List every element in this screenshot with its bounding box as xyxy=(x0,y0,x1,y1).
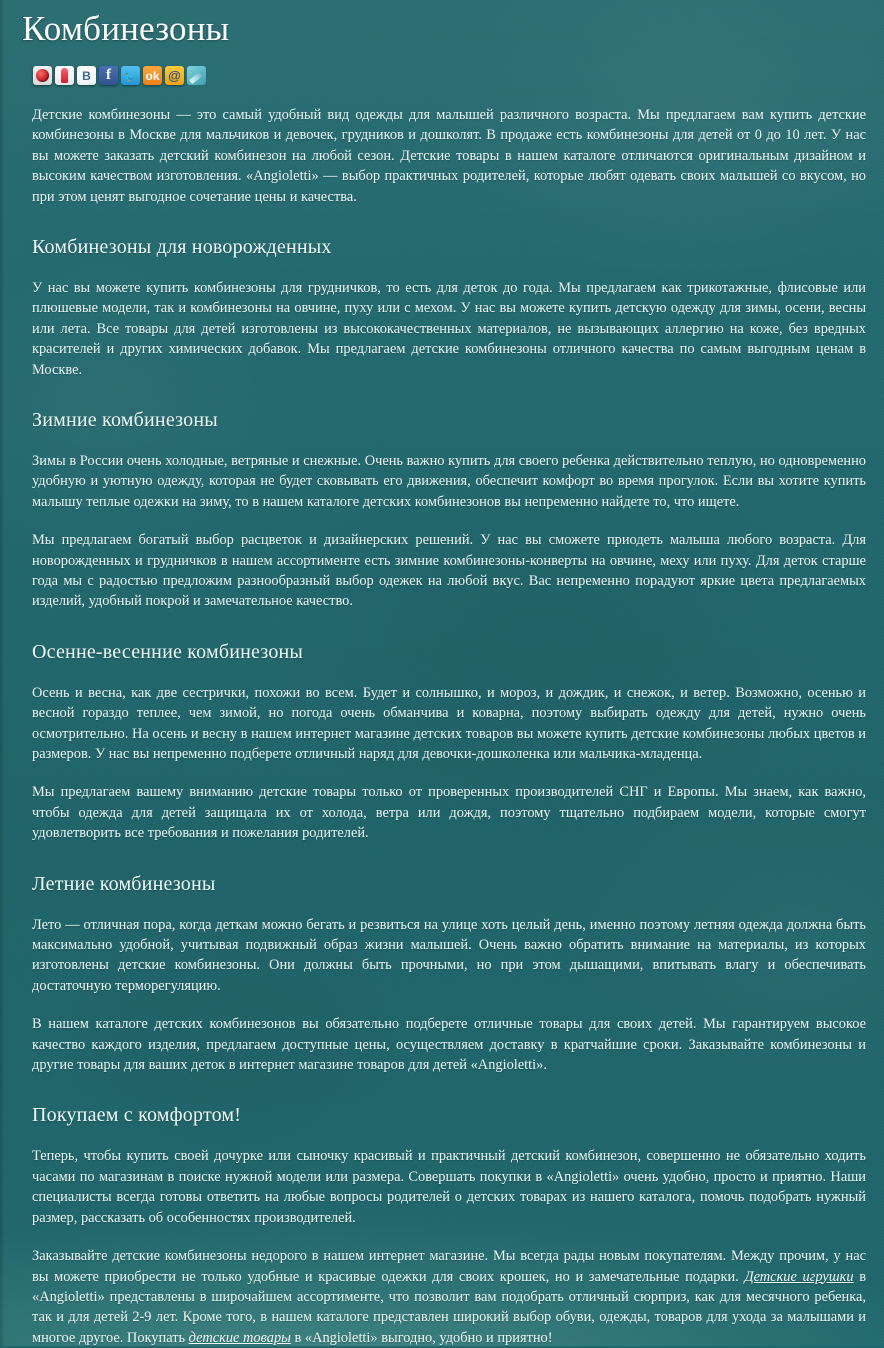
odnoklassniki-icon[interactable]: ok xyxy=(143,66,162,85)
twitter-icon[interactable]: 🐦 xyxy=(121,66,140,85)
section-summer-paragraph-2: В нашем каталоге детских комбинезонов вы обязательно подберете отличные товары для своих детей. Мы гарантируем высокое качество каждого изделия, предлагаем доступные цены, осуществляем доставку в кратчайшие сроки. Заказывайте комбинезоны и другие товары для ваших деток в интернет магазине товаров для детей «Angioletti». xyxy=(32,1016,866,1074)
mail-ru-icon[interactable]: @ xyxy=(165,66,184,85)
section-heading-winter: Зимние комбинезоны xyxy=(32,408,218,431)
section-comfort-paragraph-1: Теперь, чтобы купить своей дочурке или сыночку красивый и практичный детский комбинезон, совершенно не обязательно ходить часами по магазинам в поиске нужной модели или размера. Совершать покупки в «Angioletti» очень удобно, просто и приятно. Наши специалисты всегда готовы ответить на любые вопросы родителей о детских товарах из нашего каталога, помочь подобрать нужный размер, рассказать об особенностях производителей. xyxy=(32,1148,866,1226)
edit-pencil-icon[interactable] xyxy=(187,66,206,85)
closing-text-part-2: в «Angioletti» представлены в широчайшем ассортименте, что позволит вам подобрать отличный сюрприз, как для месячного ребенка, так и для детей 2-9 лет. Кроме того, в нашем каталоге представлен широкий выбор обуви, одежды, товаров для ухода за малышами и многое другое. Покупать xyxy=(32,1268,866,1346)
section-autumn-spring-paragraph-2: Мы предлагаем вашему вниманию детские товары только от проверенных производителей СНГ и Европы. Мы знаем, как важно, чтобы одежда для детей защищала их от холода, ветра или дождя, поэтому тщательно подбираем модели, которые смогут удовлетворить все требования и пожелания родителей. xyxy=(32,784,866,842)
section-winter-paragraph-1: Зимы в России очень холодные, ветряные и снежные. Очень важно купить для своего ребенка действительно теплую, но одновременно удобную и уютную одежду, которая не будет сковывать его движения, обеспечит комфорт во время прогулок. Если вы хотите купить малышу теплые одежки на зиму, то в нашем каталоге детских комбинезонов вы непременно найдете то, что ищете. xyxy=(32,452,866,510)
section-heading-newborn: Комбинезоны для новорожденных xyxy=(32,235,332,258)
closing-paragraph xyxy=(22,1246,866,1348)
article-content xyxy=(22,105,866,1348)
moi-mir-icon[interactable] xyxy=(55,66,74,85)
section-newborn-paragraph-1: У нас вы можете купить комбинезоны для грудничков, то есть для деток до года. Мы предлагаем как трикотажные, флисовые или плюшевые модели, так и комбинезоны на овчине, пуху или с мехом. У нас вы можете купить детскую одежду для зимы, осени, весны или лета. Все товары для детей изготовлены из высококачественных материалов, не вызывающих аллергию на коже, без вредных красителей и других химических добавок. Мы предлагаем детские комбинезоны отличного качества по самым выгодным ценам в Москве. xyxy=(32,279,866,378)
link-detskie-igrushki[interactable]: Детские игрушки xyxy=(744,1268,854,1285)
link-detskie-tovary[interactable]: детские товары xyxy=(188,1329,291,1346)
vkontakte-icon[interactable]: B xyxy=(77,66,96,85)
section-heading-comfort: Покупаем с комфортом! xyxy=(32,1104,242,1127)
section-winter-paragraph-2: Мы предлагаем богатый выбор расцветок и дизайнерских решений. У нас вы сможете приодеть малыша любого возраста. Для новорожденных и грудничков в нашем ассортименте есть зимние комбинезоны-конверты на овчине, меху или пуху. Для деток старше года мы с радостью предложим разнообразный выбор одежек на любой вкус. Вас непременно порадуют яркие цвета предлагаемых изделий, удобный покрой и замечательное качество. xyxy=(32,532,866,610)
section-heading-summer: Летние комбинезоны xyxy=(32,872,216,895)
livejournal-icon[interactable] xyxy=(33,66,52,85)
section-heading-autumn-spring: Осенне-весенние комбинезоны xyxy=(32,640,304,663)
closing-text-part-1: Заказывайте детские комбинезоны недорого в нашем интернет магазине. Мы всегда рады новым покупателям. Между прочим, у нас вы можете приобрести не только удобные и красивые одежки для своих крошек, но и замечательные подарки. xyxy=(32,1248,866,1285)
closing-text-part-3: в «Angioletti» выгодно, удобно и приятно! xyxy=(290,1329,553,1346)
facebook-icon[interactable]: f xyxy=(99,66,118,85)
social-share-bar xyxy=(33,65,866,87)
section-summer-paragraph-1: Лето — отличная пора, когда деткам можно бегать и резвиться на улице хоть целый день, именно поэтому летняя одежда должна быть максимально удобной, учитывая подвижный образ жизни малышей. Очень важно обратить внимание на материалы, из которых изготовлены детские комбинезоны. Они должны быть прочными, но при этом дышащими, впитывать влагу и обеспечивать достаточную терморегуляцию. xyxy=(32,916,866,994)
page-title: Комбинезоны xyxy=(22,9,230,48)
section-autumn-spring-paragraph-1: Осень и весна, как две сестрички, похожи во всем. Будет и солнышко, и мороз, и дождик, и снежок, и ветер. Возможно, осенью и весной гораздо теплее, чем зимой, но погода очень обманчива и коварна, поэтому выбирать одежду для детей, нужно очень осмотрительно. На осень и весну в нашем интернет магазине детских товаров вы можете купить детские комбинезоны любых цветов и размеров. У нас вы непременно подберете отличный наряд для девочки-дошколенка или мальчика-младенца. xyxy=(32,684,866,763)
left-edge-strip xyxy=(0,0,4,1346)
intro-paragraph: Детские комбинезоны — это самый удобный вид одежды для малышей различного возраста. Мы предлагаем вам купить детские комбинезоны в Москве для мальчиков и девочек, грудников и дошколят. В продаже есть комбинезоны для детей от 0 до 10 лет. У нас вы можете заказать детский комбинезон на любой сезон. Детские товары в нашем каталоге отличаются оригинальным дизайном и высоким качеством изготовления. «Angioletti» — выбор практичных родителей, которые любят одевать своих малышей со вкусом, но при этом ценят выгодное сочетание цены и качества. xyxy=(32,106,866,205)
